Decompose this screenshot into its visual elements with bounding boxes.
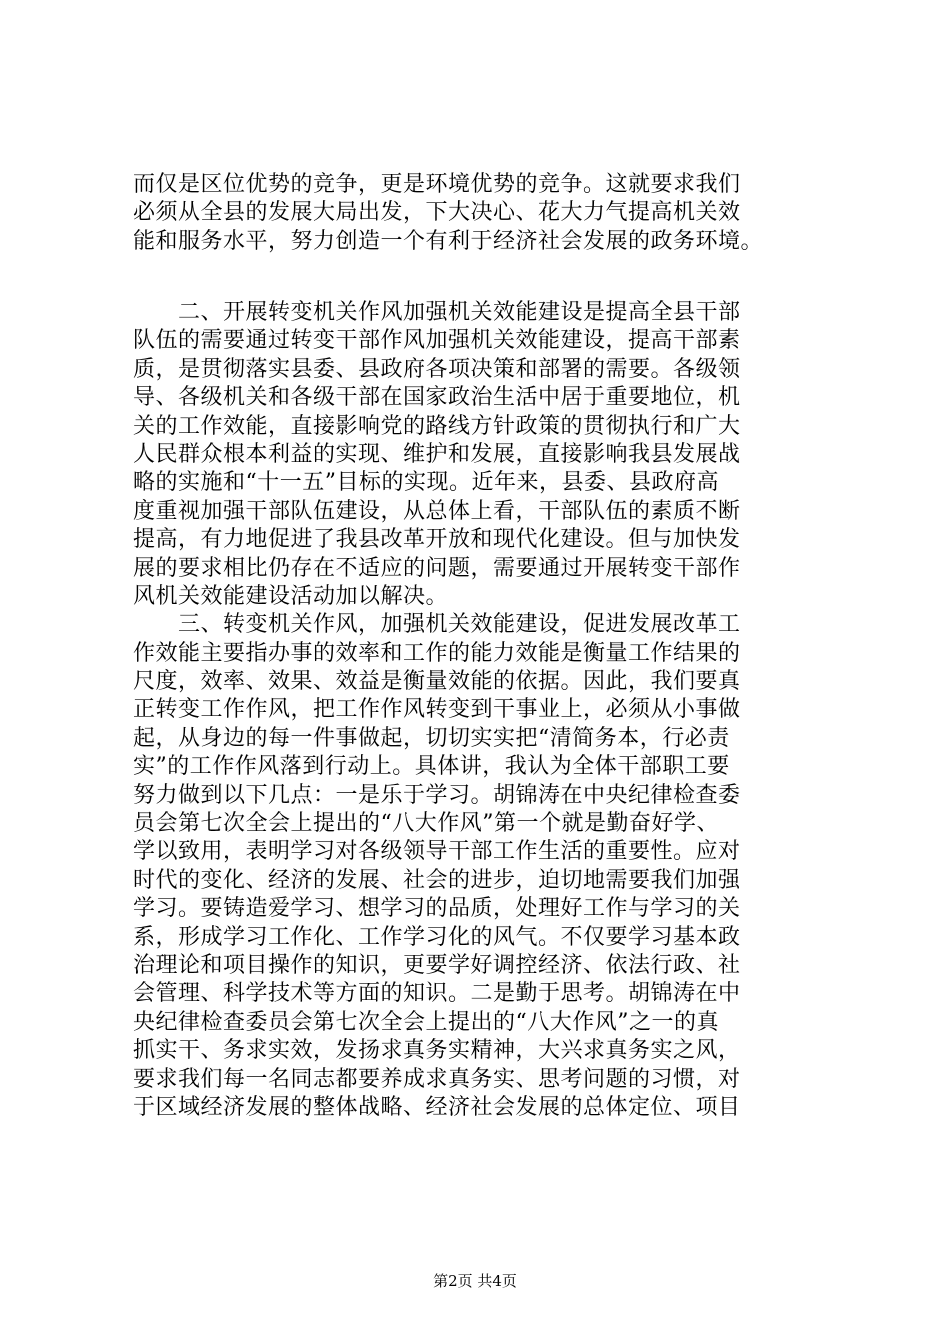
text-line: 作效能主要指办事的效率和工作的能力效能是衡量工作结果的 — [133, 640, 741, 666]
text-line: 员会第七次全会上提出的“八大作风”第一个就是勤奋好学、 — [133, 811, 719, 837]
text-line: 而仅是区位优势的竞争，更是环境优势的竞争。这就要求我们 — [133, 172, 741, 197]
text-line: 努力做到以下几点：一是乐于学习。胡锦涛在中央纪律检查委 — [133, 782, 741, 808]
text-line: 于区域经济发展的整体战略、经济社会发展的总体定位、项目 — [133, 1094, 741, 1120]
text-line: 实”的工作作风落到行动上。具体讲，我认为全体干部职工要 — [133, 754, 730, 780]
text-line: 会管理、科学技术等方面的知识。二是勤于思考。胡锦涛在中 — [133, 981, 741, 1007]
text-line: 起，从身边的每一件事做起，切切实实把“清简务本，行必责 — [133, 725, 730, 751]
text-line: 风机关效能建设活动加以解决。 — [133, 583, 449, 609]
text-line: 提高，有力地促进了我县改革开放和现代化建设。但与加快发 — [133, 527, 741, 553]
text-line: 正转变工作作风，把工作作风转变到干事业上，必须从小事做 — [133, 697, 741, 723]
text-line: 导、各级机关和各级干部在国家政治生活中居于重要地位，机 — [133, 385, 741, 411]
text-line: 人民群众根本利益的实现、维护和发展，直接影响我县发展战 — [133, 441, 741, 467]
text-line: 能和服务水平，努力创造一个有利于经济社会发展的政务环境。 — [133, 228, 764, 254]
text-line: 必须从全县的发展大局出发，下大决心、花大力气提高机关效 — [133, 200, 741, 226]
text-line: 抓实干、务求实效，发扬求真务实精神，大兴求真务实之风， — [133, 1038, 741, 1064]
text-line: 队伍的需要通过转变干部作风加强机关效能建设，提高干部素 — [133, 328, 741, 354]
text-line: 尺度，效率、效果、效益是衡量效能的依据。因此，我们要真 — [133, 669, 741, 695]
text-line: 系，形成学习工作化、工作学习化的风气。不仅要学习基本政 — [133, 924, 741, 950]
text-line: 关的工作效能，直接影响党的路线方针政策的贯彻执行和广大 — [133, 413, 741, 439]
text-line: 时代的变化、经济的发展、社会的进步，迫切地需要我们加强 — [133, 867, 741, 893]
text-line: 二、开展转变机关作风加强机关效能建设是提高全县干部 — [133, 300, 741, 325]
text-line: 学以致用，表明学习对各级领导干部工作生活的重要性。应对 — [133, 839, 741, 865]
text-line: 治理论和项目操作的知识，更要学好调控经济、依法行政、社 — [133, 952, 741, 978]
text-line: 要求我们每一名同志都要养成求真务实、思考问题的习惯，对 — [133, 1066, 741, 1092]
page-number-footer: 第2页 共4页 — [433, 1272, 517, 1290]
text-line: 度重视加强干部队伍建设，从总体上看，干部队伍的素质不断 — [133, 498, 741, 524]
text-line: 学习。要铸造爱学习、想学习的品质，处理好工作与学习的关 — [133, 896, 741, 922]
paragraph-continuation — [133, 171, 833, 256]
text-line: 三、转变机关作风，加强机关效能建设，促进发展改革工 — [133, 612, 741, 638]
text-line: 略的实施和“十一五”目标的实现。近年来，县委、县政府高 — [133, 470, 719, 496]
text-line: 展的要求相比仍存在不适应的问题，需要通过开展转变干部作 — [133, 555, 741, 581]
body-paragraphs — [133, 299, 833, 1122]
text-line: 质，是贯彻落实县委、县政府各项决策和部署的需要。各级领 — [133, 356, 741, 382]
text-line: 央纪律检查委员会第七次全会上提出的“八大作风”之一的真 — [133, 1009, 719, 1035]
